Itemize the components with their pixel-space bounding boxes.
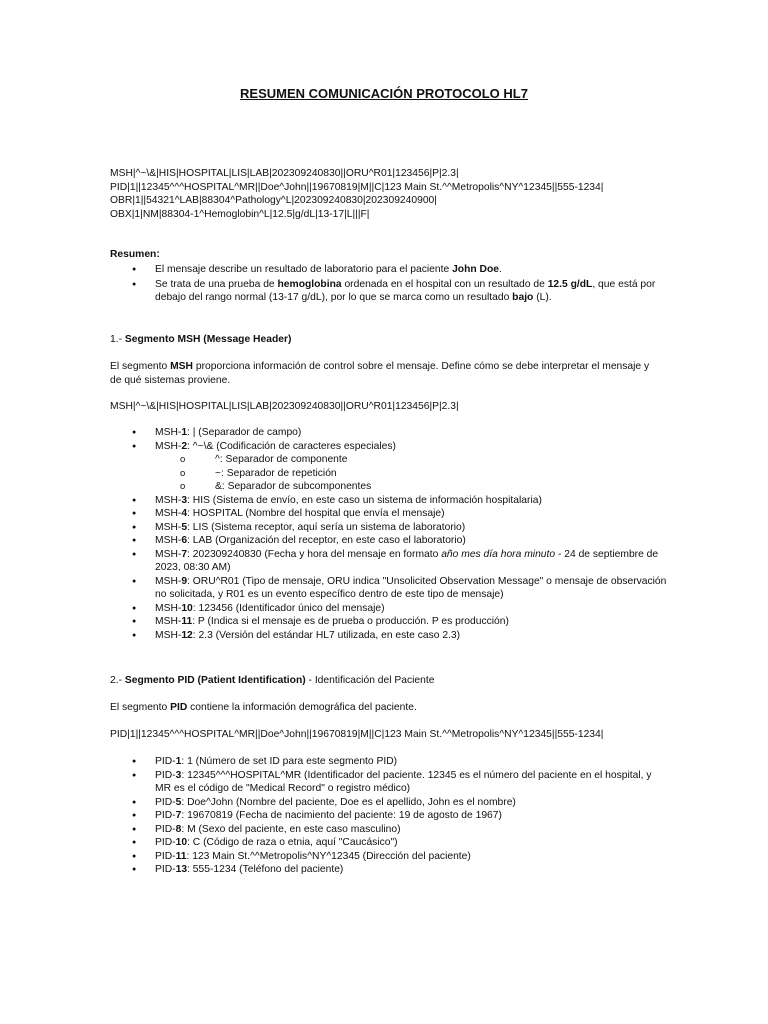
document-title: RESUMEN COMUNICACIÓN PROTOCOLO HL7 — [240, 86, 528, 101]
list-item: ● Se trata de una prueba de hemoglobina ordenada en el hospital con un resultado de 12.5 g/dL, que está por debajo del rango normal (13-17 g/dL), por lo que se marca como un resultado bajo (L). — [110, 278, 670, 305]
pid-section-heading: 2.- Segmento PID (Patient Identification) - Identificación del Paciente — [110, 675, 435, 686]
list-item: ● PID-13: 555-1234 (Teléfono del paciente) — [110, 863, 670, 877]
list-item: ● MSH-2: ^~\& (Codificación de caracteres especiales) — [110, 440, 670, 454]
msh-field-list — [110, 426, 670, 642]
pid-field-list — [110, 755, 670, 877]
list-item: ● PID-10: C (Código de raza o etnia, aquí "Caucásico") — [110, 836, 670, 850]
sub-list-item: o ~: Separador de repetición — [110, 467, 670, 481]
list-item: ● MSH-4: HOSPITAL (Nombre del hospital que envía el mensaje) — [110, 507, 670, 521]
list-item: ● MSH-11: P (Indica si el mensaje es de prueba o producción. P es producción) — [110, 615, 670, 629]
hl7-obx-line: OBX|1|NM|88304-1^Hemoglobin^L|12.5|g/dL|13-17|L|||F| — [110, 209, 370, 220]
resumen-list — [110, 263, 670, 305]
list-item: ● El mensaje describe un resultado de laboratorio para el paciente John Doe. — [110, 263, 670, 277]
msh-segment: MSH|^~\&|HIS|HOSPITAL|LIS|LAB|202309240830||ORU^R01|123456|P|2.3| — [110, 401, 459, 412]
resumen-heading: Resumen: — [110, 249, 160, 260]
list-item: ● PID-3: 12345^^^HOSPITAL^MR (Identificador del paciente. 12345 es el número del paciente en el hospital, y MR es el código de "Medical Record" o registro médico) — [110, 769, 670, 796]
sub-list-item: o &: Separador de subcomponentes — [110, 480, 670, 494]
msh-description: El segmento MSH proporciona información de control sobre el mensaje. Define cómo se debe interpretar el mensaje y de qué sistemas proviene. — [110, 361, 650, 386]
list-item: ● MSH-5: LIS (Sistema receptor, aquí sería un sistema de laboratorio) — [110, 521, 670, 535]
list-item: ● MSH-12: 2.3 (Versión del estándar HL7 utilizada, en este caso 2.3) — [110, 629, 670, 643]
list-item: ● PID-8: M (Sexo del paciente, en este caso masculino) — [110, 823, 670, 837]
list-item: ● PID-7: 19670819 (Fecha de nacimiento del paciente: 19 de agosto de 1967) — [110, 809, 670, 823]
list-item: ● MSH-10: 123456 (Identificador único del mensaje) — [110, 602, 670, 616]
msh-section-heading: 1.- Segmento MSH (Message Header) — [110, 334, 292, 345]
hl7-msh-line: MSH|^~\&|HIS|HOSPITAL|LIS|LAB|202309240830||ORU^R01|123456|P|2.3| — [110, 168, 459, 179]
list-item: ● MSH-6: LAB (Organización del receptor, en este caso el laboratorio) — [110, 534, 670, 548]
hl7-pid-line: PID|1||12345^^^HOSPITAL^MR||Doe^John||19670819|M||C|123 Main St.^^Metropolis^NY^12345||555-1234| — [110, 182, 604, 193]
list-item: ● PID-1: 1 (Número de set ID para este segmento PID) — [110, 755, 670, 769]
list-item: ● MSH-3: HIS (Sistema de envío, en este caso un sistema de información hospitalaria) — [110, 494, 670, 508]
hl7-obr-line: OBR|1||54321^LAB|88304^Pathology^L|202309240830|202309240900| — [110, 195, 437, 206]
list-item: ● MSH-9: ORU^R01 (Tipo de mensaje, ORU indica "Unsolicited Observation Message" o mensaje de observación no solicitada, y R01 es un evento específico dentro de este tipo de mensaje) — [110, 575, 670, 602]
list-item: ● PID-5: Doe^John (Nombre del paciente, Doe es el apellido, John es el nombre) — [110, 796, 670, 810]
list-item: ● PID-11: 123 Main St.^^Metropolis^NY^12345 (Dirección del paciente) — [110, 850, 670, 864]
pid-segment: PID|1||12345^^^HOSPITAL^MR||Doe^John||19670819|M||C|123 Main St.^^Metropolis^NY^12345||555-1234| — [110, 729, 604, 740]
list-item: ● MSH-1: | (Separador de campo) — [110, 426, 670, 440]
pid-description: El segmento PID contiene la información demográfica del paciente. — [110, 702, 417, 713]
list-item: ● MSH-7: 202309240830 (Fecha y hora del mensaje en formato año mes día hora minuto - 24 de septiembre de 2023, 08:30 AM) — [110, 548, 670, 575]
sub-list-item: o ^: Separador de componente — [110, 453, 670, 467]
